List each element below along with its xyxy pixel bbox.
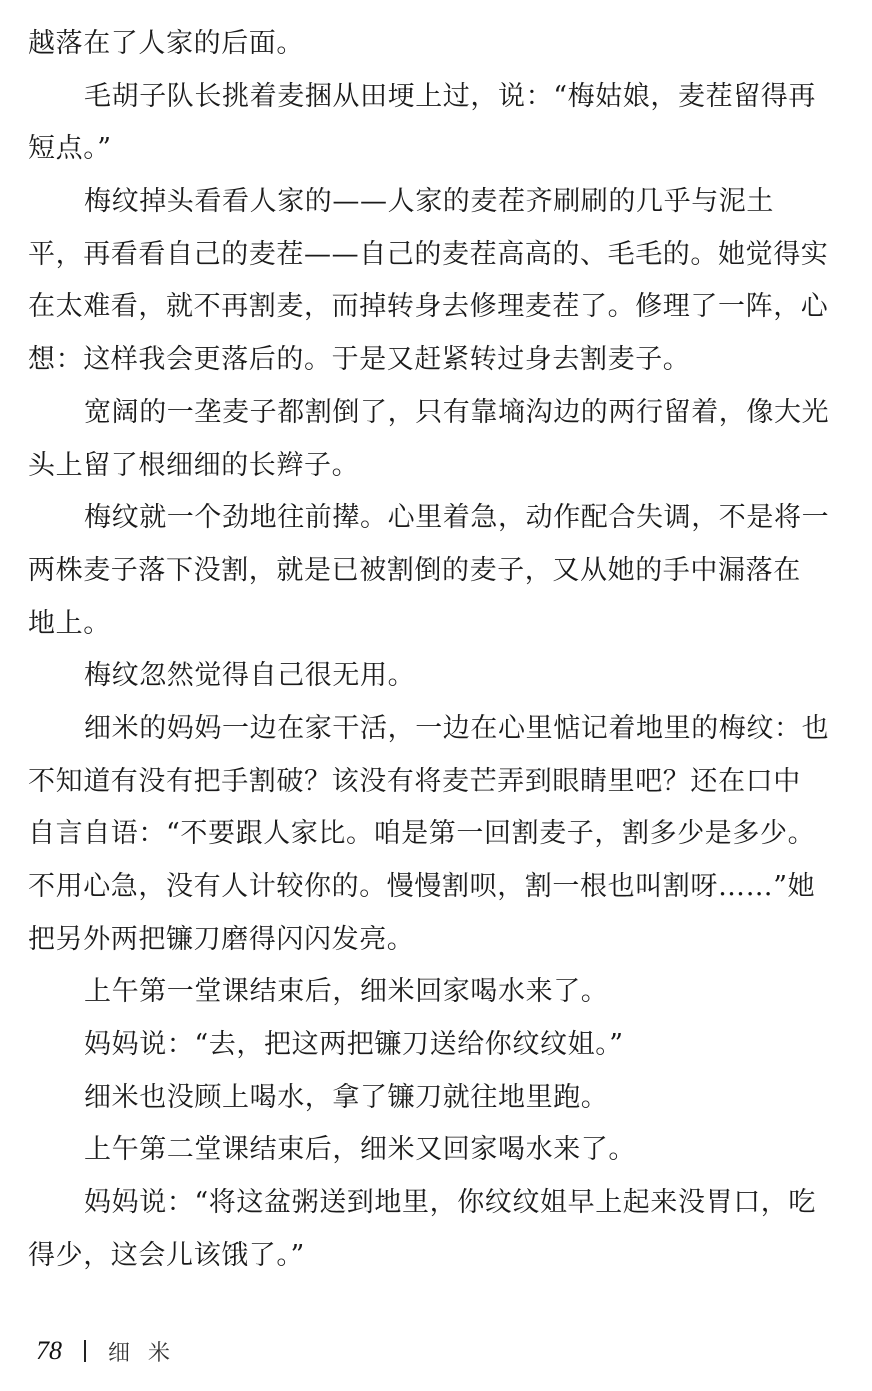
page-footer	[36, 1334, 188, 1368]
text-line: 梅纹忽然觉得自己很无用。	[84, 660, 416, 692]
page-body	[28, 18, 844, 1283]
book-title: 细米	[108, 1340, 189, 1366]
text-line: 梅纹掉头看看人家的——人家的麦茬齐刷刷的几乎与泥土	[84, 186, 774, 218]
text-line: 想：这样我会更落后的。于是又赶紧转过身去割麦子。	[28, 344, 691, 376]
text-line: 得少，这会儿该饿了。”	[28, 1239, 305, 1271]
footer-separator	[84, 1340, 86, 1362]
text-line: 把另外两把镰刀磨得闪闪发亮。	[28, 923, 415, 955]
text-line: 细米也没顾上喝水，拿了镰刀就往地里跑。	[84, 1081, 609, 1113]
page-number: 78	[36, 1336, 62, 1365]
text-line: 短点。”	[28, 133, 112, 165]
text-line: 宽阔的一垄麦子都割倒了，只有靠墒沟边的两行留着，像大光	[84, 396, 830, 428]
text-line: 在太难看，就不再割麦，而掉转身去修理麦茬了。修理了一阵，心	[28, 291, 829, 323]
text-line: 不知道有没有把手割破？该没有将麦芒弄到眼睛里吧？还在口中	[28, 765, 801, 797]
text-line: 上午第二堂课结束后，细米又回家喝水来了。	[84, 1134, 636, 1166]
text-line: 两株麦子落下没割，就是已被割倒的麦子，又从她的手中漏落在	[28, 554, 801, 586]
text-line: 自言自语：“不要跟人家比。咱是第一回割麦子，割多少是多少。	[28, 818, 816, 850]
text-line: 不用心急，没有人计较你的。慢慢割呗，割一根也叫割呀……”她	[28, 871, 816, 902]
text-line: 妈妈说：“去，把这两把镰刀送给你纹纹姐。”	[84, 1029, 624, 1061]
text-line: 头上留了根细细的长辫子。	[28, 449, 360, 481]
text-line: 地上。	[28, 607, 111, 639]
text-line: 细米的妈妈一边在家干活，一边在心里惦记着地里的梅纹：也	[84, 712, 830, 744]
text-line: 越落在了人家的后面。	[28, 28, 304, 59]
text-line: 毛胡子队长挑着麦捆从田埂上过，说：“梅姑娘，麦茬留得再	[84, 80, 817, 112]
text-line: 妈妈说：“将这盆粥送到地里，你纹纹姐早上起来没胃口，吃	[84, 1187, 817, 1219]
text-line: 梅纹就一个劲地往前撵。心里着急，动作配合失调，不是将一	[84, 502, 830, 534]
text-line: 平，再看看自己的麦茬——自己的麦茬高高的、毛毛的。她觉得实	[28, 238, 829, 270]
text-line: 上午第一堂课结束后，细米回家喝水来了。	[84, 976, 609, 1008]
